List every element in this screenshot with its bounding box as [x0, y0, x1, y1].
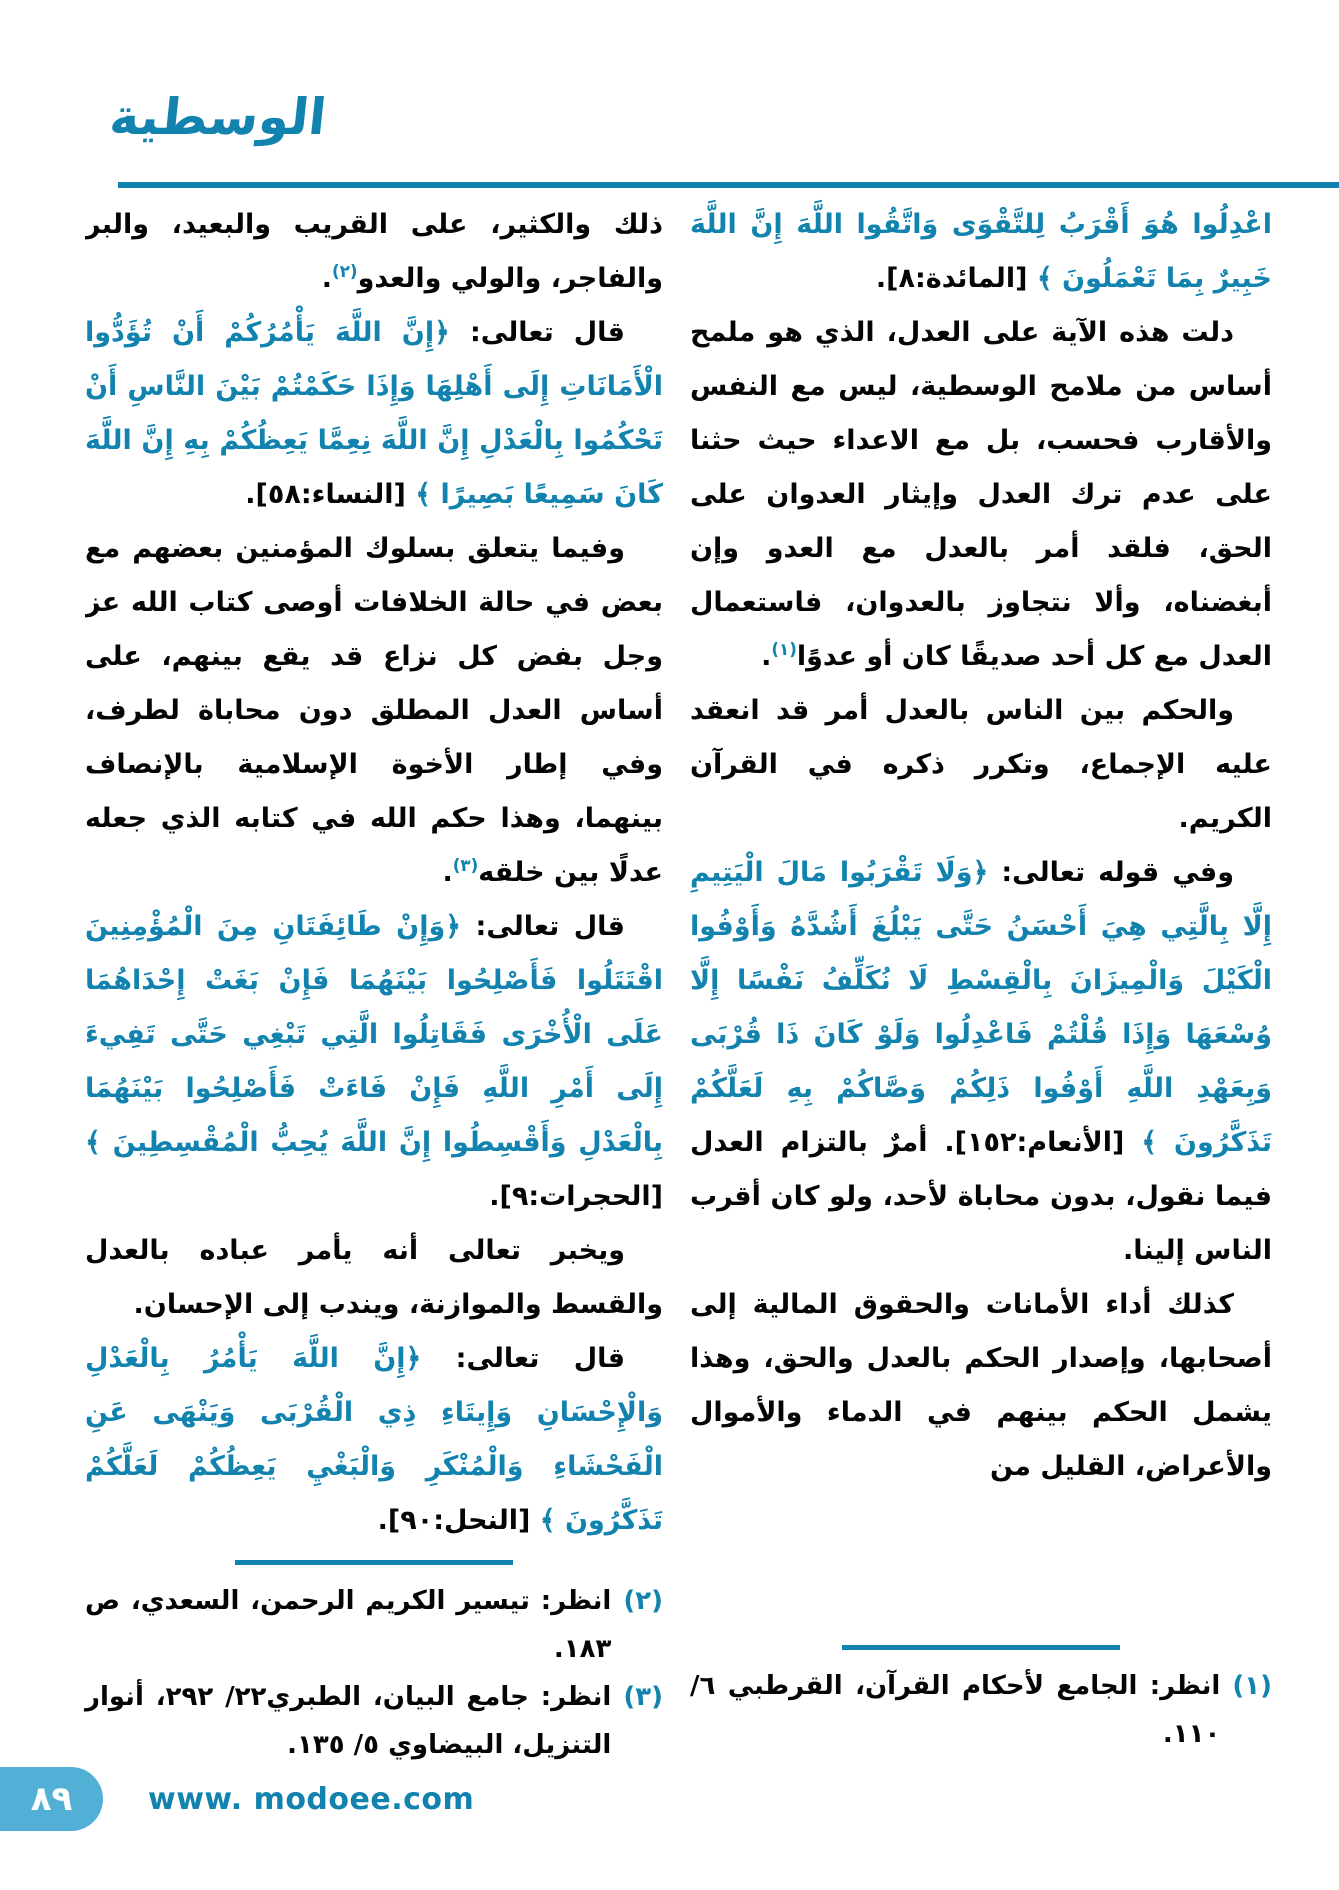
paragraph-text: والحكم بين الناس بالعدل أمر قد انعقد عليه الإجماع، وتكرر ذكره في القرآن الكريم. [690, 695, 1272, 834]
page-number: ٨٩ [30, 1779, 73, 1819]
paragraph-text: كذلك أداء الأمانات والحقوق المالية إلى أصحابها، وإصدار الحكم بالعدل والحق، وهذا يشمل الحكم بينهم في الدماء والأموال والأعراض، القليل من [690, 1289, 1272, 1482]
paragraph-near-far [85, 198, 663, 306]
paragraph-nahl-quote [85, 1332, 663, 1536]
footnote-text: انظر: جامع البيان، الطبري٢٢/ ٢٩٢، أنوار التنزيل، البيضاوي ٥/ ١٣٥. [85, 1682, 612, 1761]
paragraph-commands-justice [85, 1224, 663, 1332]
surah-ref-nisa: [النساء:٥٨]. [245, 479, 406, 510]
paragraph-text: دلت هذه الآية على العدل، الذي هو ملمح أساس من ملامح الوسطية، ليس مع النفس والأقارب فحسب، بل مع الاعداء حيث حثنا على عدم ترك العدل وإيثار العدوان على الحق، فلقد أمر بالعدل مع العدو وإن أبغضناه، وألا نتجاوز بالعدوان، فاستعمال العدل مع كل أحد صديقًا كان أو عدوًا [690, 317, 1272, 672]
quote-intro: وفي قوله تعالى: [1001, 857, 1234, 888]
footnote-text: انظر: الجامع لأحكام القرآن، القرطبي ٦/ ١١٠. [690, 1671, 1221, 1750]
quran-verse-nisa: ﴿إِنَّ اللَّهَ يَأْمُرُكُمْ أَنْ تُؤَدُّوا الْأَمَانَاتِ إِلَى أَهْلِهَا وَإِذَا حَكَمْتُمْ بَيْنَ النَّاسِ أَنْ تَحْكُمُوا بِالْعَدْلِ إِنَّ اللَّهَ نِعِمَّا يَعِظُكُمْ بِهِ إِنَّ اللَّهَ كَانَ سَمِيعًا بَصِيرًا ﴾ [85, 317, 663, 510]
left-column [85, 198, 663, 1536]
paragraph-ruling-consensus [690, 684, 1272, 846]
surah-ref-nahl: [النحل:٩٠]. [377, 1505, 531, 1536]
quote-intro: قال تعالى: [475, 911, 625, 942]
footnote-marker-1: (١) [771, 639, 797, 659]
header-rule [118, 182, 1339, 188]
paragraph-tail: . [761, 641, 772, 672]
quote-intro: قال تعالى: [455, 1343, 626, 1374]
footnote-separator [235, 1560, 513, 1565]
website-url: www. modoee.com [148, 1782, 475, 1817]
footnotes-left [85, 1560, 663, 1769]
page-number-badge [0, 1767, 103, 1831]
paragraph-text: وفيما يتعلق بسلوك المؤمنين بعضهم مع بعض في حالة الخلافات أوصى كتاب الله عز وجل بفض كل نزاع قد يقع بينهم، على أساس العدل المطلق دون محاباة لطرف، وفي إطار الأخوة الإسلامية بالإنصاف بينهما، وهذا حكم الله في كتابه الذي جعله عدلًا بين خلقه [85, 533, 663, 888]
footnote-number: (٣) [623, 1682, 663, 1713]
paragraph-text: ويخبر تعالى أنه يأمر عباده بالعدل والقسط والموازنة، ويندب إلى الإحسان. [85, 1235, 663, 1320]
quran-verse-maidah: اعْدِلُوا هُوَ أَقْرَبُ لِلتَّقْوَى وَاتَّقُوا اللَّهَ إِنَّ اللَّهَ خَبِيرٌ بِمَا تَعْمَلُونَ ﴾ [690, 209, 1272, 294]
quran-verse-hujurat: ﴿وَإِنْ طَائِفَتَانِ مِنَ الْمُؤْمِنِينَ اقْتَتَلُوا فَأَصْلِحُوا بَيْنَهُمَا فَإِنْ بَغَتْ إِحْدَاهُمَا عَلَى الْأُخْرَى فَقَاتِلُوا الَّتِي تَبْغِي حَتَّى تَفِيءَ إِلَى أَمْرِ اللَّهِ فَإِنْ فَاءَتْ فَأَصْلِحُوا بَيْنَهُمَا بِالْعَدْلِ وَأَقْسِطُوا إِنَّ اللَّهَ يُحِبُّ الْمُقْسِطِينَ ﴾ [85, 911, 663, 1158]
surah-ref-anam: [الأنعام:١٥٢]. [944, 1127, 1125, 1158]
paragraph-nisa-quote [85, 306, 663, 522]
footnote-separator [842, 1645, 1120, 1650]
footnote-marker-2: (٢) [332, 261, 358, 281]
footnote-item [85, 1673, 663, 1769]
footnote-number: (٢) [623, 1586, 663, 1616]
paragraph-tail: أمرٌ بالتزام العدل فيما نقول، بدون محاباة لأحد، ولو كان أقرب الناس إلينا. [690, 1127, 1272, 1266]
quote-intro: قال تعالى: [469, 317, 625, 348]
paragraph-text: ذلك والكثير، على القريب والبعيد، والبر والفاجر، والولي والعدو [85, 209, 663, 294]
paragraph-anam-quote [690, 846, 1272, 1278]
footnote-item [85, 1577, 663, 1673]
paragraph-hujurat-quote [85, 900, 663, 1224]
footnote-text: انظر: تيسير الكريم الرحمن، السعدي، ص ١٨٣. [85, 1586, 612, 1665]
quran-verse-nahl: ﴿إِنَّ اللَّهَ يَأْمُرُ بِالْعَدْلِ وَالْإِحْسَانِ وَإِيتَاءِ ذِي الْقُرْبَى وَيَنْهَى عَنِ الْفَحْشَاءِ وَالْمُنْكَرِ وَالْبَغْيِ يَعِظُكُمْ لَعَلَّكُمْ تَذَكَّرُونَ ﴾ [85, 1343, 663, 1536]
book-title-logo: الوسطية [106, 88, 329, 146]
footnote-marker-3: (٣) [452, 855, 479, 875]
surah-ref-maidah: [المائدة:٨]. [875, 263, 1028, 294]
paragraph-trusts-rights [690, 1278, 1272, 1494]
paragraph-tail: . [321, 263, 333, 294]
quran-verse-anam: ﴿وَلَا تَقْرَبُوا مَالَ الْيَتِيمِ إِلَّا بِالَّتِي هِيَ أَحْسَنُ حَتَّى يَبْلُغَ أَشُدَّهُ وَأَوْفُوا الْكَيْلَ وَالْمِيزَانَ بِالْقِسْطِ لَا نُكَلِّفُ نَفْسًا إِلَّا وُسْعَهَا وَإِذَا قُلْتُمْ فَاعْدِلُوا وَلَوْ كَانَ ذَا قُرْبَى وَبِعَهْدِ اللَّهِ أَوْفُوا ذَلِكُمْ وَصَّاكُمْ بِهِ لَعَلَّكُمْ تَذَكَّرُونَ ﴾ [690, 857, 1272, 1158]
footnote-number: (١) [1232, 1671, 1272, 1701]
paragraph-believers-conduct [85, 522, 663, 900]
footnotes-right [690, 1645, 1272, 1758]
paragraph-tail: . [442, 857, 453, 888]
right-column [690, 198, 1272, 1632]
verse-continuation-maidah [690, 198, 1272, 306]
paragraph-justice-meaning [690, 306, 1272, 684]
footnote-item [690, 1662, 1272, 1758]
surah-ref-hujurat: [الحجرات:٩]. [489, 1181, 663, 1212]
